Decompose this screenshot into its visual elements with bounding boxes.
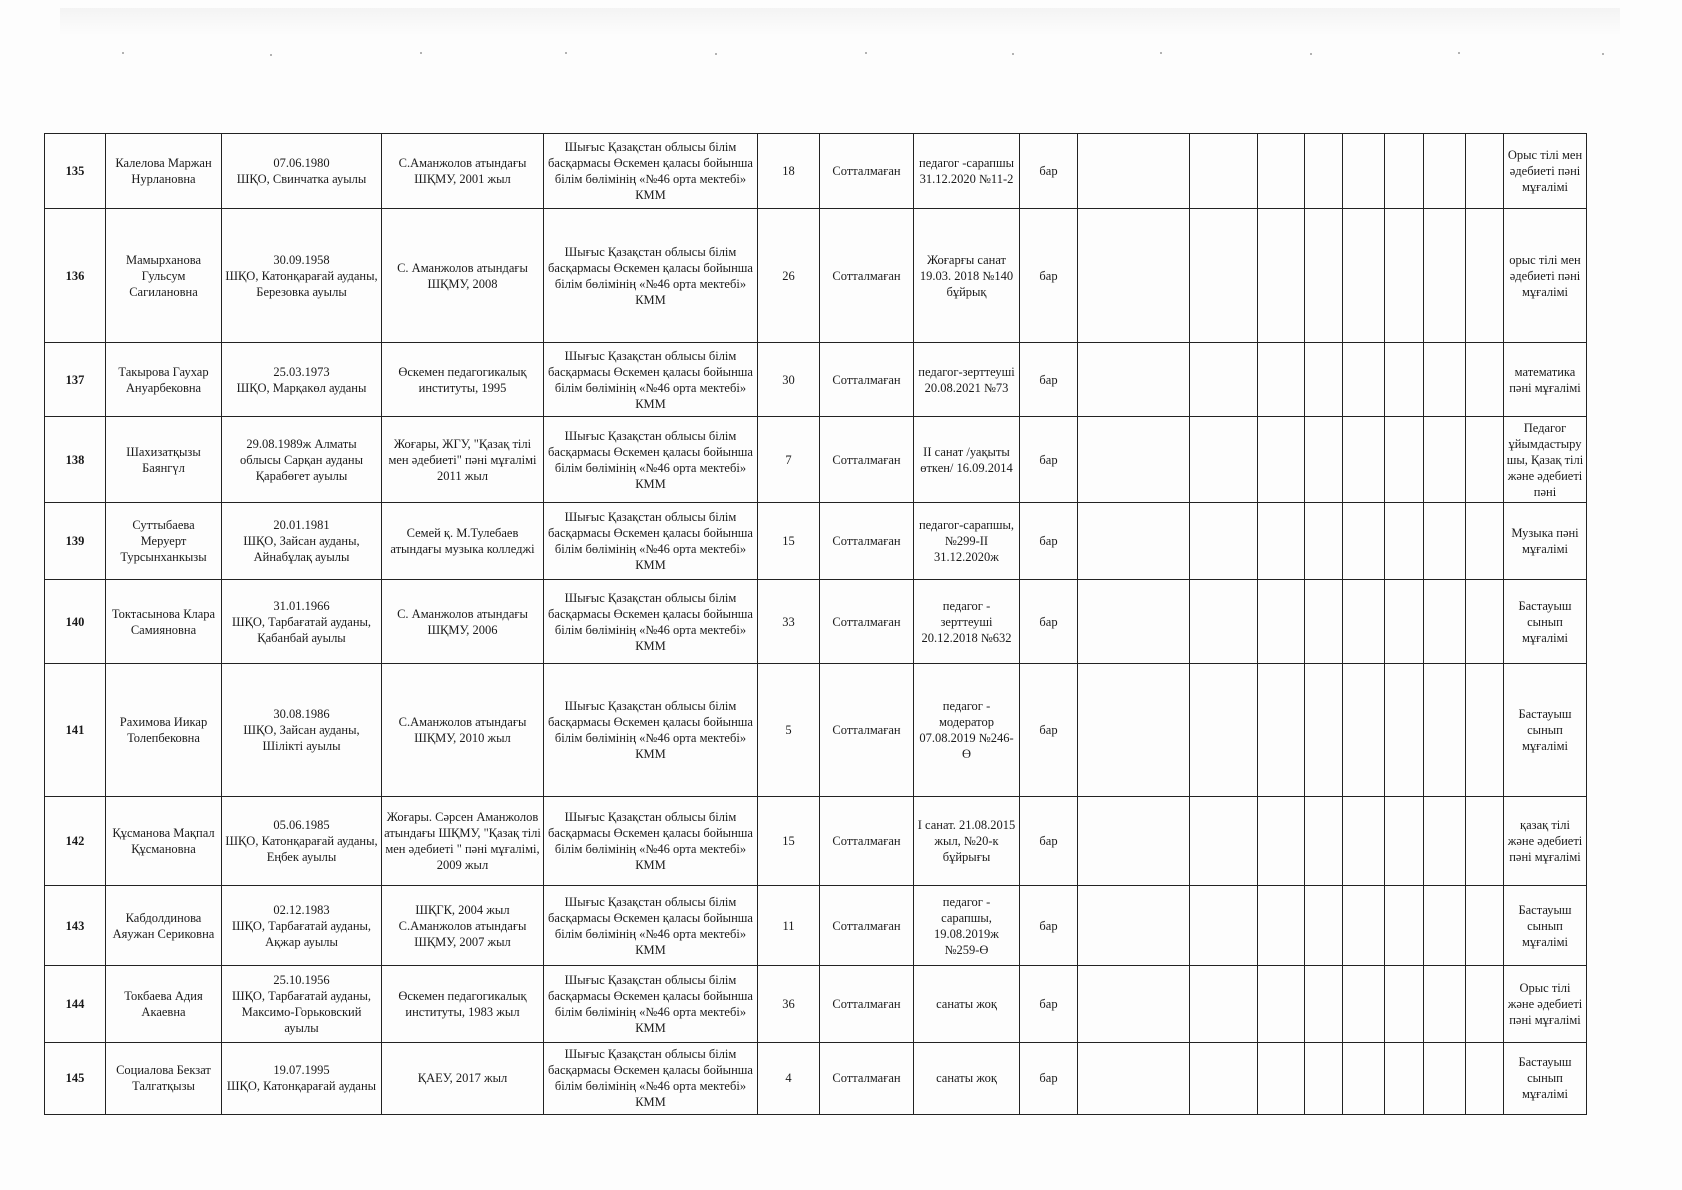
- birth-place: ШҚО, Марқакөл ауданы: [236, 380, 367, 395]
- row-number: 138: [45, 417, 106, 503]
- full-name: Құсманова Мақпал Құсмановна: [106, 796, 222, 885]
- empty-cell: [1466, 417, 1504, 503]
- birth-date: 20.01.1981: [273, 518, 330, 533]
- table-row: [45, 885, 1587, 966]
- qualification-category: II санат /уақыты өткен/ 16.09.2014: [914, 417, 1020, 503]
- education: ҚАЕУ, 2017 жыл: [382, 1042, 544, 1114]
- empty-cell: [1385, 664, 1424, 797]
- row-number: 142: [45, 796, 106, 885]
- workplace: Шығыс Қазақстан облысы білім басқармасы Өскемен қаласы бойынша білім бөлімінің «№46 орта мектебі» КММ: [544, 209, 758, 343]
- empty-cell: [1343, 417, 1385, 503]
- row-number: 145: [45, 1042, 106, 1114]
- scan-speck: [1458, 52, 1460, 54]
- empty-cell: [1424, 134, 1466, 209]
- full-name: Токбаева Адия Акаевна: [106, 966, 222, 1042]
- birth-date: 19.07.1995: [273, 1063, 330, 1078]
- empty-cell: [1466, 1042, 1504, 1114]
- empty-cell: [1078, 209, 1190, 343]
- full-name: Мамырханова Гульсум Сагилановна: [106, 209, 222, 343]
- qualification-category: педагог - модератор 07.08.2019 №246-Ө: [914, 664, 1020, 797]
- empty-cell: [1385, 209, 1424, 343]
- availability: бар: [1020, 885, 1078, 966]
- empty-cell: [1190, 342, 1258, 416]
- empty-cell: [1305, 342, 1343, 416]
- birth-place: ШҚО, Тарбағатай ауданы, Қабанбай ауылы: [231, 614, 372, 645]
- position: Педагог ұйымдастырушы, Қазақ тілі және әдебиеті пәні: [1504, 417, 1587, 503]
- table-row: [45, 1042, 1587, 1114]
- empty-cell: [1343, 580, 1385, 664]
- empty-cell: [1424, 503, 1466, 580]
- birth-date-place: [222, 209, 382, 343]
- conviction-status: Сотталмаған: [820, 796, 914, 885]
- empty-cell: [1190, 503, 1258, 580]
- empty-cell: [1078, 966, 1190, 1042]
- empty-cell: [1258, 503, 1305, 580]
- empty-cell: [1385, 885, 1424, 966]
- position: қазақ тілі және әдебиеті пәні мұғалімі: [1504, 796, 1587, 885]
- empty-cell: [1258, 417, 1305, 503]
- conviction-status: Сотталмаған: [820, 134, 914, 209]
- empty-cell: [1258, 580, 1305, 664]
- experience-years: 15: [758, 503, 820, 580]
- empty-cell: [1305, 664, 1343, 797]
- qualification-category: педагог-сарапшы, №299-II 31.12.2020ж: [914, 503, 1020, 580]
- workplace: Шығыс Қазақстан облысы білім басқармасы Өскемен қаласы бойынша білім бөлімінің «№46 орта мектебі» КММ: [544, 134, 758, 209]
- availability: бар: [1020, 664, 1078, 797]
- empty-cell: [1385, 134, 1424, 209]
- experience-years: 36: [758, 966, 820, 1042]
- full-name: Кабдолдинова Аяужан Сериковна: [106, 885, 222, 966]
- availability: бар: [1020, 580, 1078, 664]
- experience-years: 30: [758, 342, 820, 416]
- empty-cell: [1343, 664, 1385, 797]
- empty-cell: [1078, 796, 1190, 885]
- empty-cell: [1466, 503, 1504, 580]
- empty-cell: [1258, 209, 1305, 343]
- birth-date: 25.03.1973: [273, 364, 330, 379]
- experience-years: 11: [758, 885, 820, 966]
- empty-cell: [1078, 417, 1190, 503]
- conviction-status: Сотталмаған: [820, 885, 914, 966]
- birth-date-place: [222, 796, 382, 885]
- education: Жоғары. Сәрсен Аманжолов атындағы ШҚМУ, "Қазақ тілі мен әдебиеті " пәні мұғалімі, 2009 жыл: [382, 796, 544, 885]
- empty-cell: [1305, 417, 1343, 503]
- position: Орыс тілі мен әдебиеті пәні мұғалімі: [1504, 134, 1587, 209]
- empty-cell: [1424, 580, 1466, 664]
- table-row: [45, 503, 1587, 580]
- empty-cell: [1258, 885, 1305, 966]
- empty-cell: [1258, 796, 1305, 885]
- empty-cell: [1305, 580, 1343, 664]
- workplace: Шығыс Қазақстан облысы білім басқармасы Өскемен қаласы бойынша білім бөлімінің «№46 орта мектебі» КММ: [544, 580, 758, 664]
- full-name: Суттыбаева Меруерт Турсынханкызы: [106, 503, 222, 580]
- empty-cell: [1078, 342, 1190, 416]
- qualification-category: педагог - сарапшы, 19.08.2019ж №259-Ө: [914, 885, 1020, 966]
- scan-speck: [1160, 52, 1162, 54]
- empty-cell: [1343, 209, 1385, 343]
- empty-cell: [1305, 796, 1343, 885]
- workplace: Шығыс Қазақстан облысы білім басқармасы Өскемен қаласы бойынша білім бөлімінің «№46 орта мектебі» КММ: [544, 1042, 758, 1114]
- empty-cell: [1190, 1042, 1258, 1114]
- qualification-category: санаты жоқ: [914, 966, 1020, 1042]
- birth-place: ШҚО, Катонқарағай ауданы, Березовка ауылы: [225, 268, 378, 299]
- qualification-category: I санат. 21.08.2015 жыл, №20-к бұйрығы: [914, 796, 1020, 885]
- position: орыс тілі мен әдебиеті пәні мұғалімі: [1504, 209, 1587, 343]
- birth-date: 30.08.1986: [273, 707, 330, 722]
- availability: бар: [1020, 209, 1078, 343]
- full-name: Токтасынова Клара Самияновна: [106, 580, 222, 664]
- empty-cell: [1078, 664, 1190, 797]
- scan-speck: [270, 54, 272, 56]
- availability: бар: [1020, 417, 1078, 503]
- empty-cell: [1343, 796, 1385, 885]
- experience-years: 4: [758, 1042, 820, 1114]
- row-number: 137: [45, 342, 106, 416]
- birth-date-place: [222, 342, 382, 416]
- empty-cell: [1305, 209, 1343, 343]
- table-row: [45, 342, 1587, 416]
- staff-register-table: [44, 133, 1587, 1115]
- empty-cell: [1190, 966, 1258, 1042]
- empty-cell: [1424, 796, 1466, 885]
- full-name: Калелова Маржан Нурлановна: [106, 134, 222, 209]
- scan-speck: [420, 52, 422, 54]
- empty-cell: [1258, 1042, 1305, 1114]
- empty-cell: [1343, 503, 1385, 580]
- experience-years: 5: [758, 664, 820, 797]
- conviction-status: Сотталмаған: [820, 503, 914, 580]
- scan-shadow: [60, 8, 1620, 36]
- empty-cell: [1190, 664, 1258, 797]
- birth-date: 07.06.1980: [273, 156, 330, 171]
- qualification-category: педагог-зерттеуші 20.08.2021 №73: [914, 342, 1020, 416]
- conviction-status: Сотталмаған: [820, 664, 914, 797]
- empty-cell: [1385, 796, 1424, 885]
- full-name: Такырова Гаухар Ануарбековна: [106, 342, 222, 416]
- birth-date: 29.08.1989ж Алматы: [246, 436, 357, 451]
- conviction-status: Сотталмаған: [820, 209, 914, 343]
- education: Семей қ. М.Тулебаев атындағы музыка колледжі: [382, 503, 544, 580]
- experience-years: 33: [758, 580, 820, 664]
- empty-cell: [1424, 342, 1466, 416]
- empty-cell: [1424, 664, 1466, 797]
- empty-cell: [1190, 417, 1258, 503]
- birth-place: ШҚО, Тарбағатай ауданы, Максимо-Горьковский ауылы: [231, 989, 372, 1036]
- empty-cell: [1258, 966, 1305, 1042]
- empty-cell: [1258, 664, 1305, 797]
- birth-date-place: [222, 134, 382, 209]
- empty-cell: [1305, 1042, 1343, 1114]
- qualification-category: санаты жоқ: [914, 1042, 1020, 1114]
- availability: бар: [1020, 503, 1078, 580]
- empty-cell: [1424, 885, 1466, 966]
- empty-cell: [1466, 342, 1504, 416]
- workplace: Шығыс Қазақстан облысы білім басқармасы Өскемен қаласы бойынша білім бөлімінің «№46 орта мектебі» КММ: [544, 503, 758, 580]
- education: С.Аманжолов атындағы ШҚМУ, 2001 жыл: [382, 134, 544, 209]
- workplace: Шығыс Қазақстан облысы білім басқармасы Өскемен қаласы бойынша білім бөлімінің «№46 орта мектебі» КММ: [544, 664, 758, 797]
- availability: бар: [1020, 796, 1078, 885]
- table-row: [45, 664, 1587, 797]
- empty-cell: [1385, 580, 1424, 664]
- birth-date: 25.10.1956: [273, 973, 330, 988]
- availability: бар: [1020, 1042, 1078, 1114]
- empty-cell: [1424, 966, 1466, 1042]
- empty-cell: [1078, 580, 1190, 664]
- empty-cell: [1190, 885, 1258, 966]
- scan-speck: [865, 52, 867, 54]
- birth-date-place: [222, 1042, 382, 1114]
- empty-cell: [1343, 134, 1385, 209]
- empty-cell: [1466, 796, 1504, 885]
- birth-place: ШҚО, Катонқарағай ауданы, Еңбек ауылы: [225, 833, 378, 864]
- birth-place: ШҚО, Свинчатка ауылы: [236, 172, 367, 187]
- experience-years: 15: [758, 796, 820, 885]
- scan-speck: [715, 53, 717, 55]
- birth-date-place: [222, 966, 382, 1042]
- conviction-status: Сотталмаған: [820, 1042, 914, 1114]
- birth-date: 31.01.1966: [273, 598, 330, 613]
- empty-cell: [1190, 134, 1258, 209]
- education: Өскемен педагогикалық институты, 1983 жыл: [382, 966, 544, 1042]
- empty-cell: [1424, 1042, 1466, 1114]
- table-row: [45, 209, 1587, 343]
- empty-cell: [1305, 966, 1343, 1042]
- empty-cell: [1078, 1042, 1190, 1114]
- empty-cell: [1466, 966, 1504, 1042]
- birth-place: облысы Сарқан ауданы Қарабөгет ауылы: [240, 452, 363, 483]
- table-row: [45, 796, 1587, 885]
- experience-years: 26: [758, 209, 820, 343]
- education: Жоғары, ЖГУ, "Қазақ тілі мен әдебиеті" пәні мұғалімі 2011 жыл: [382, 417, 544, 503]
- workplace: Шығыс Қазақстан облысы білім басқармасы Өскемен қаласы бойынша білім бөлімінің «№46 орта мектебі» КММ: [544, 417, 758, 503]
- empty-cell: [1078, 134, 1190, 209]
- table-row: [45, 580, 1587, 664]
- empty-cell: [1385, 1042, 1424, 1114]
- empty-cell: [1466, 664, 1504, 797]
- conviction-status: Сотталмаған: [820, 417, 914, 503]
- position: Музыка пәні мұғалімі: [1504, 503, 1587, 580]
- empty-cell: [1424, 417, 1466, 503]
- education: ШҚГК, 2004 жыл С.Аманжолов атындағы ШҚМУ, 2007 жыл: [382, 885, 544, 966]
- full-name: Рахимова Иикар Толепбековна: [106, 664, 222, 797]
- empty-cell: [1385, 503, 1424, 580]
- row-number: 140: [45, 580, 106, 664]
- position: Бастауыш сынып мұғалімі: [1504, 885, 1587, 966]
- workplace: Шығыс Қазақстан облысы білім басқармасы Өскемен қаласы бойынша білім бөлімінің «№46 орта мектебі» КММ: [544, 342, 758, 416]
- row-number: 144: [45, 966, 106, 1042]
- empty-cell: [1343, 342, 1385, 416]
- scan-speck: [1012, 53, 1014, 55]
- birth-date-place: [222, 580, 382, 664]
- table-row: [45, 417, 1587, 503]
- scan-speck: [565, 52, 567, 54]
- birth-date: 05.06.1985: [273, 817, 330, 832]
- experience-years: 18: [758, 134, 820, 209]
- empty-cell: [1343, 1042, 1385, 1114]
- education: С. Аманжолов атындағы ШҚМУ, 2008: [382, 209, 544, 343]
- empty-cell: [1343, 966, 1385, 1042]
- scan-speck: [1602, 53, 1604, 55]
- position: Орыс тілі және әдебиеті пәні мұғалімі: [1504, 966, 1587, 1042]
- birth-date-place: [222, 885, 382, 966]
- full-name: Социалова Бекзат Талгатқызы: [106, 1042, 222, 1114]
- row-number: 136: [45, 209, 106, 343]
- full-name: Шахизатқызы Баянгүл: [106, 417, 222, 503]
- birth-date-place: [222, 503, 382, 580]
- empty-cell: [1305, 503, 1343, 580]
- row-number: 135: [45, 134, 106, 209]
- empty-cell: [1305, 134, 1343, 209]
- birth-date: 02.12.1983: [273, 902, 330, 917]
- empty-cell: [1424, 209, 1466, 343]
- empty-cell: [1466, 580, 1504, 664]
- row-number: 139: [45, 503, 106, 580]
- conviction-status: Сотталмаған: [820, 966, 914, 1042]
- position: Бастауыш сынып мұғалімі: [1504, 664, 1587, 797]
- availability: бар: [1020, 134, 1078, 209]
- availability: бар: [1020, 342, 1078, 416]
- empty-cell: [1190, 796, 1258, 885]
- table-row: [45, 966, 1587, 1042]
- empty-cell: [1078, 885, 1190, 966]
- conviction-status: Сотталмаған: [820, 580, 914, 664]
- row-number: 143: [45, 885, 106, 966]
- empty-cell: [1385, 417, 1424, 503]
- empty-cell: [1466, 885, 1504, 966]
- birth-place: ШҚО, Зайсан ауданы, Айнабұлақ ауылы: [243, 534, 360, 565]
- empty-cell: [1385, 342, 1424, 416]
- empty-cell: [1190, 209, 1258, 343]
- empty-cell: [1305, 885, 1343, 966]
- empty-cell: [1466, 134, 1504, 209]
- row-number: 141: [45, 664, 106, 797]
- workplace: Шығыс Қазақстан облысы білім басқармасы Өскемен қаласы бойынша білім бөлімінің «№46 орта мектебі» КММ: [544, 796, 758, 885]
- empty-cell: [1466, 209, 1504, 343]
- position: Бастауыш сынып мұғалімі: [1504, 580, 1587, 664]
- scan-speck: [122, 52, 124, 54]
- empty-cell: [1385, 966, 1424, 1042]
- birth-place: ШҚО, Катонқарағай ауданы: [226, 1079, 377, 1094]
- birth-place: ШҚО, Тарбағатай ауданы, Ақжар ауылы: [231, 918, 372, 949]
- position: Бастауыш сынып мұғалімі: [1504, 1042, 1587, 1114]
- workplace: Шығыс Қазақстан облысы білім басқармасы Өскемен қаласы бойынша білім бөлімінің «№46 орта мектебі» КММ: [544, 885, 758, 966]
- position: математика пәні мұғалімі: [1504, 342, 1587, 416]
- scan-speck: [1310, 53, 1312, 55]
- birth-date: 30.09.1958: [273, 252, 330, 267]
- education: С. Аманжолов атындағы ШҚМУ, 2006: [382, 580, 544, 664]
- table-row: [45, 134, 1587, 209]
- empty-cell: [1343, 885, 1385, 966]
- qualification-category: педагог - зерттеуші 20.12.2018 №632: [914, 580, 1020, 664]
- education: Өскемен педагогикалық институты, 1995: [382, 342, 544, 416]
- experience-years: 7: [758, 417, 820, 503]
- availability: бар: [1020, 966, 1078, 1042]
- empty-cell: [1190, 580, 1258, 664]
- empty-cell: [1258, 134, 1305, 209]
- education: С.Аманжолов атындағы ШҚМУ, 2010 жыл: [382, 664, 544, 797]
- qualification-category: Жоғарғы санат 19.03. 2018 №140 бұйрық: [914, 209, 1020, 343]
- birth-date-place: [222, 417, 382, 503]
- empty-cell: [1258, 342, 1305, 416]
- birth-place: ШҚО, Зайсан ауданы, Шілікті ауылы: [243, 723, 360, 754]
- workplace: Шығыс Қазақстан облысы білім басқармасы Өскемен қаласы бойынша білім бөлімінің «№46 орта мектебі» КММ: [544, 966, 758, 1042]
- conviction-status: Сотталмаған: [820, 342, 914, 416]
- empty-cell: [1078, 503, 1190, 580]
- birth-date-place: [222, 664, 382, 797]
- qualification-category: педагог -сарапшы 31.12.2020 №11-2: [914, 134, 1020, 209]
